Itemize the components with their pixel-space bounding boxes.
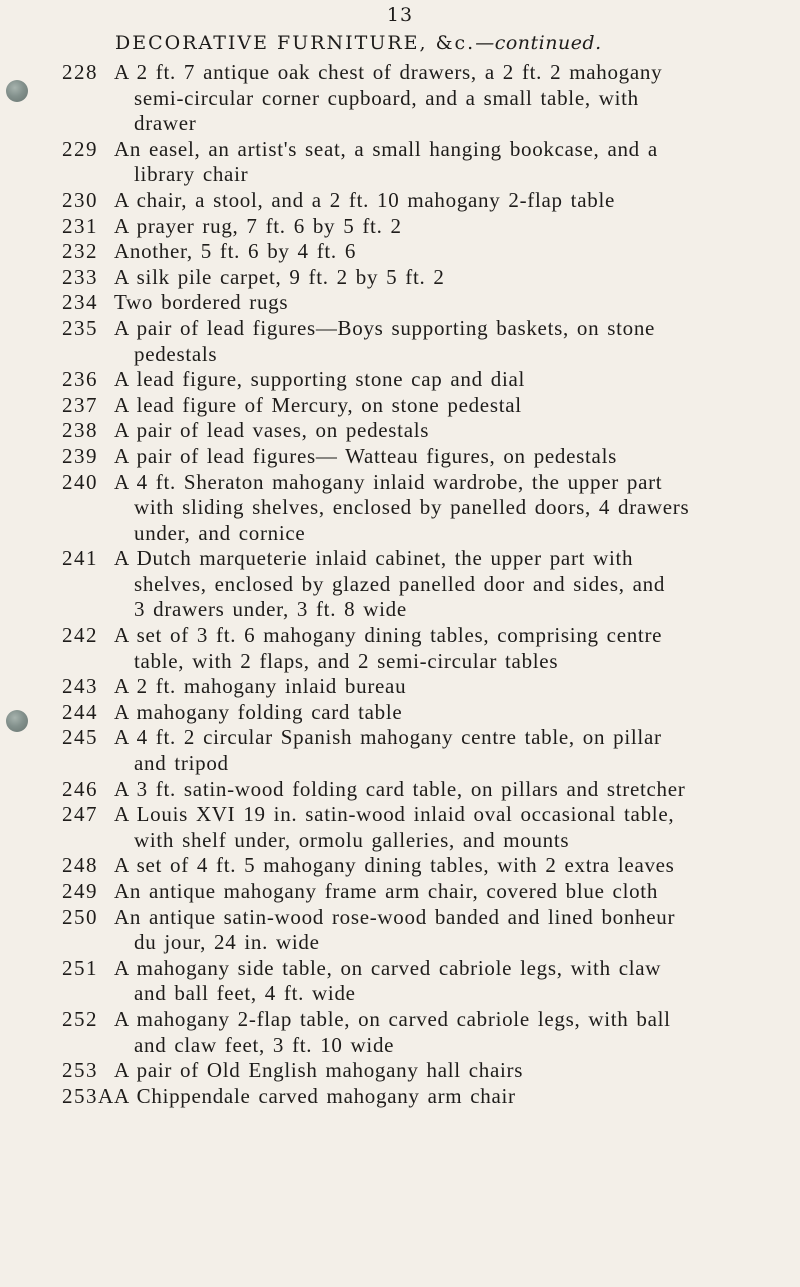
lot-description: [114, 905, 800, 956]
lot-description: [114, 60, 800, 137]
lot-description-line: A pair of lead figures—Boys supporting baskets, on stone: [114, 315, 656, 340]
lot-description: [114, 725, 800, 776]
lot-number: 239: [62, 443, 98, 468]
lot-number: 252: [62, 1006, 98, 1031]
running-head: [115, 32, 602, 54]
page-number: 13: [386, 4, 414, 26]
lot-description-line: A Chippendale carved mahogany arm chair: [114, 1083, 516, 1108]
lot-description: [114, 1084, 800, 1110]
lot-number: 247: [62, 802, 98, 827]
lot-entry: [0, 214, 800, 240]
lot-number: 242: [62, 623, 98, 648]
lot-description-continuation: and ball feet, 4 ft. wide: [134, 981, 356, 1006]
lot-description: [114, 1058, 800, 1084]
lot-description-line: A 4 ft. 2 circular Spanish mahogany centre table, on pillar: [114, 725, 662, 750]
lot-entry: [0, 470, 800, 547]
lot-description-line: A 2 ft. mahogany inlaid bureau: [114, 674, 407, 699]
running-head-continued: —continued.: [475, 32, 602, 54]
lot-number: 238: [62, 418, 98, 443]
lot-description-line: A mahogany folding card table: [114, 699, 403, 724]
lot-description: [114, 623, 800, 674]
lot-description-continuation: drawer: [134, 111, 197, 136]
lot-entry: [0, 725, 800, 776]
lot-entry: [0, 188, 800, 214]
lot-description-continuation: table, with 2 flaps, and 2 semi-circular tables: [134, 648, 559, 673]
lot-description-line: A set of 4 ft. 5 mahogany dining tables, with 2 extra leaves: [114, 853, 675, 878]
lot-entry: [0, 802, 800, 853]
lot-entry: [0, 853, 800, 879]
lot-number: 248: [62, 853, 98, 878]
lot-entry: [0, 393, 800, 419]
lot-description-line: A 2 ft. 7 antique oak chest of drawers, a 2 ft. 2 mahogany: [114, 60, 663, 84]
lot-description: [114, 546, 800, 623]
lot-description-line: A set of 3 ft. 6 mahogany dining tables, comprising centre: [114, 623, 663, 648]
lot-number: 251: [62, 955, 98, 980]
lot-number: 243: [62, 674, 98, 699]
lot-number: 237: [62, 392, 98, 417]
lot-number: 240: [62, 469, 98, 494]
lot-description: [114, 188, 800, 214]
lot-entry: [0, 137, 800, 188]
lot-entry: [0, 1058, 800, 1084]
lot-entry: [0, 905, 800, 956]
lot-description-line: A pair of Old English mahogany hall chairs: [114, 1058, 524, 1083]
lot-description-line: A Dutch marqueterie inlaid cabinet, the upper part with: [114, 546, 634, 571]
lot-number: 233: [62, 264, 98, 289]
lot-entry: [0, 623, 800, 674]
lot-description: [114, 418, 800, 444]
lot-description: [114, 777, 800, 803]
lot-description-continuation: du jour, 24 in. wide: [134, 930, 320, 955]
lot-description: [114, 265, 800, 291]
lot-description: [114, 290, 800, 316]
lot-description-line: A chair, a stool, and a 2 ft. 10 mahogany 2-flap table: [114, 187, 615, 212]
lot-description-line: A mahogany side table, on carved cabriole legs, with claw: [114, 955, 662, 980]
lot-description-line: A lead figure, supporting stone cap and dial: [114, 367, 526, 392]
lot-description: [114, 674, 800, 700]
lot-description: [114, 853, 800, 879]
lot-description-continuation: pedestals: [134, 341, 218, 366]
lot-description: [114, 316, 800, 367]
lot-entry: [0, 1007, 800, 1058]
lot-description-line: A 4 ft. Sheraton mahogany inlaid wardrobe, the upper part: [114, 469, 663, 494]
lot-description-line: A prayer rug, 7 ft. 6 by 5 ft. 2: [114, 213, 402, 238]
lot-entry: [0, 60, 800, 137]
lot-list: [0, 60, 800, 1109]
lot-description-line: An antique satin-wood rose-wood banded and lined bonheur: [114, 904, 676, 929]
lot-entry: [0, 418, 800, 444]
lot-description-line: Another, 5 ft. 6 by 4 ft. 6: [114, 239, 357, 264]
lot-entry: [0, 239, 800, 265]
lot-number: 246: [62, 776, 98, 801]
lot-number: 236: [62, 367, 98, 392]
lot-description: [114, 367, 800, 393]
lot-description: [114, 470, 800, 547]
lot-description-continuation: library chair: [134, 162, 249, 187]
lot-description: [114, 879, 800, 905]
lot-description: [114, 802, 800, 853]
lot-entry: [0, 777, 800, 803]
lot-description-continuation: and claw feet, 3 ft. 10 wide: [134, 1032, 395, 1057]
lot-description-line: Two bordered rugs: [114, 290, 289, 315]
lot-description: [114, 444, 800, 470]
lot-description: [114, 393, 800, 419]
lot-description-continuation: shelves, enclosed by glazed panelled door and sides, and: [134, 571, 666, 596]
lot-description-continuation: with sliding shelves, enclosed by panelled doors, 4 drawers: [134, 495, 690, 520]
lot-description: [114, 239, 800, 265]
lot-description-line: A pair of lead vases, on pedestals: [114, 418, 430, 443]
lot-number: 250: [62, 904, 98, 929]
lot-number: 253: [62, 1058, 98, 1083]
lot-number: 244: [62, 699, 98, 724]
lot-number: 245: [62, 725, 98, 750]
lot-entry: [0, 316, 800, 367]
running-head-title: DECORATIVE FURNITURE, &c.: [115, 32, 476, 54]
lot-entry: [0, 546, 800, 623]
lot-entry: [0, 265, 800, 291]
lot-description-line: An antique mahogany frame arm chair, covered blue cloth: [114, 879, 659, 903]
lot-description: [114, 700, 800, 726]
lot-description-continuation: and tripod: [134, 751, 229, 776]
lot-description: [114, 214, 800, 240]
lot-number: 234: [62, 290, 98, 315]
lot-description-line: A lead figure of Mercury, on stone pedestal: [114, 392, 522, 417]
lot-entry: [0, 879, 800, 905]
lot-number: 228: [62, 60, 98, 84]
lot-description: [114, 1007, 800, 1058]
lot-description-line: A silk pile carpet, 9 ft. 2 by 5 ft. 2: [114, 264, 445, 289]
lot-entry: [0, 290, 800, 316]
lot-description-continuation: semi-circular corner cupboard, and a small table, with: [134, 85, 639, 110]
lot-number: 229: [62, 136, 98, 161]
lot-description: [114, 956, 800, 1007]
lot-number: 253A: [62, 1083, 115, 1108]
lot-entry: [0, 674, 800, 700]
lot-description-continuation: under, and cornice: [134, 520, 306, 545]
lot-description: [114, 137, 800, 188]
lot-description-line: A 3 ft. satin-wood folding card table, on pillars and stretcher: [114, 776, 686, 801]
lot-number: 231: [62, 213, 98, 238]
lot-description-continuation: with shelf under, ormolu galleries, and mounts: [134, 827, 570, 852]
lot-entry: [0, 1084, 800, 1110]
lot-description-line: A mahogany 2-flap table, on carved cabriole legs, with ball: [114, 1006, 671, 1031]
lot-description-line: An easel, an artist's seat, a small hanging bookcase, and a: [114, 136, 658, 161]
lot-number: 249: [62, 879, 98, 903]
lot-entry: [0, 444, 800, 470]
lot-description-line: A pair of lead figures— Watteau figures, on pedestals: [114, 443, 617, 468]
lot-entry: [0, 700, 800, 726]
lot-number: 241: [62, 546, 98, 571]
lot-number: 235: [62, 315, 98, 340]
lot-description-continuation: 3 drawers under, 3 ft. 8 wide: [134, 597, 407, 622]
lot-entry: [0, 367, 800, 393]
lot-number: 230: [62, 187, 98, 212]
lot-description-line: A Louis XVI 19 in. satin-wood inlaid oval occasional table,: [114, 802, 675, 827]
lot-entry: [0, 956, 800, 1007]
lot-number: 232: [62, 239, 98, 264]
